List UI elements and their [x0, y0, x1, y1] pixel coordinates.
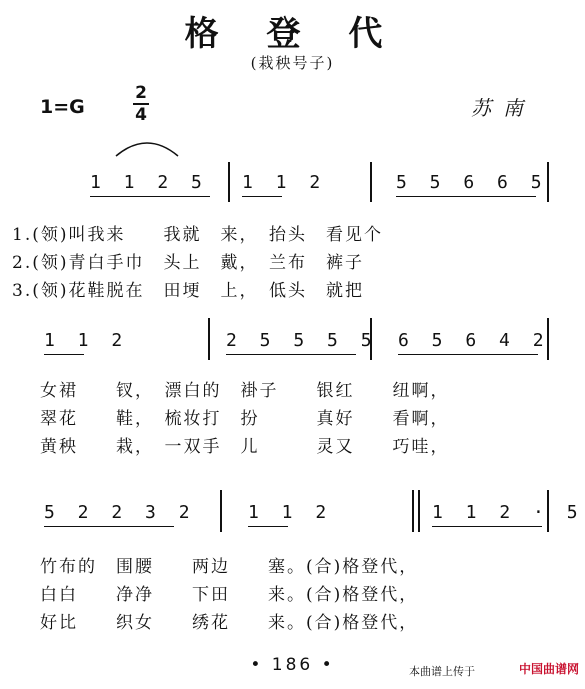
lyric-s1-l1: 1.(领)叫我来 我就 来， 抬头 看见个 — [12, 225, 383, 245]
slur-arc — [112, 130, 182, 160]
time-signature-top: 2 — [135, 83, 147, 103]
notes-s2-m1: 1 1 2 — [44, 330, 129, 351]
lyric-s1-l3: 3.(领)花鞋脱在 田埂 上， 低头 就把 — [12, 281, 364, 301]
barline — [220, 490, 222, 532]
lyric-s2-l1: 女裙 钗， 漂白的 褂子 银红 纽啊， — [40, 381, 450, 401]
time-signature-bottom: 4 — [135, 105, 147, 125]
song-title: 格 登 代 — [184, 14, 401, 54]
beam — [44, 354, 84, 355]
beam — [242, 196, 282, 197]
barline — [547, 318, 549, 360]
lyric-s3-l1: 竹布的 围腰 两边 塞。(合)格登代， — [40, 557, 419, 577]
barline — [412, 490, 414, 532]
barline — [547, 162, 549, 202]
lyric-s2-l2: 翠花 鞋， 梳妆打 扮 真好 看啊， — [40, 409, 450, 429]
notes-s2-m2: 2 5 5 5 5 — [226, 330, 378, 351]
notes-s3-m3: 1 1 2 · 5 — [432, 502, 584, 523]
beam — [226, 354, 356, 355]
beam — [396, 196, 536, 197]
notes-s2-m3: 6 5 6 4 2 — [398, 330, 550, 351]
beam — [248, 526, 288, 527]
notes-s1-m1: 1 1 2 5 — [90, 172, 208, 193]
upload-credit: 本曲谱上传于 — [409, 665, 475, 678]
site-logo: 中国曲谱网 — [518, 662, 579, 676]
lyric-s1-l2: 2.(领)青白手巾 头上 戴， 兰布 裤子 — [12, 253, 364, 273]
region-label: 苏南 — [471, 96, 535, 120]
beam — [432, 526, 542, 527]
notes-s1-m3: 5 5 6 6 5 — [396, 172, 548, 193]
notes-s3-m2: 1 1 2 — [248, 502, 333, 523]
beam — [90, 196, 210, 197]
barline — [547, 490, 549, 532]
page-number: • 186 • — [250, 655, 335, 675]
barline — [228, 162, 230, 202]
notes-s3-m1: 5 2 2 3 2 — [44, 502, 196, 523]
lyric-s2-l3: 黄秧 栽， 一双手 儿 灵又 巧哇， — [40, 437, 450, 457]
beam — [398, 354, 538, 355]
lyric-s3-l2: 白白 净净 下田 来。(合)格登代， — [40, 585, 419, 605]
beam — [44, 526, 174, 527]
barline — [208, 318, 210, 360]
time-signature — [133, 83, 149, 125]
barline — [418, 490, 420, 532]
notes-s1-m2: 1 1 2 — [242, 172, 327, 193]
song-subtitle: (栽秧号子) — [250, 54, 335, 72]
key-signature: 1=G — [40, 96, 85, 118]
lyric-s3-l3: 好比 织女 绣花 来。(合)格登代， — [40, 613, 419, 633]
barline — [370, 318, 372, 360]
barline — [370, 162, 372, 202]
